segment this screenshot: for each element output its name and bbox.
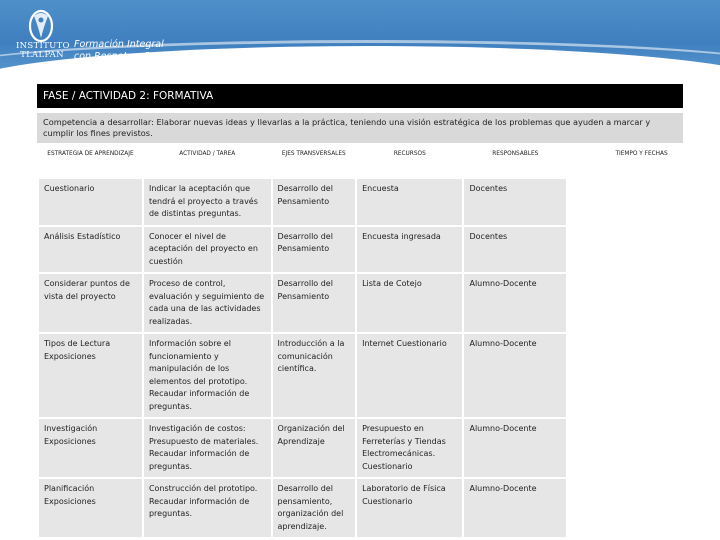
header-actividad: ACTIVIDAD / TAREA xyxy=(144,147,271,177)
table-row xyxy=(39,479,715,537)
cell-actividad: Indicar la aceptación que tendrá el proyecto a través de distintas preguntas. xyxy=(144,179,271,225)
cell-ejes: Desarrollo del Pensamiento xyxy=(273,274,356,332)
cell-responsables: Alumno-Docente xyxy=(464,479,566,537)
activities-table xyxy=(37,145,717,539)
header-ejes: EJES TRANSVERSALES xyxy=(273,147,356,177)
cell-actividad: Información sobre el funcionamiento y manipulación de los elementos del prototipo. Recaudar información de preguntas. xyxy=(144,334,271,417)
table-header-row xyxy=(39,147,715,177)
cell-actividad: Conocer el nivel de aceptación del proyecto en cuestión xyxy=(144,227,271,273)
cell-recursos: Encuesta ingresada xyxy=(357,227,462,273)
cell-actividad: Proceso de control, evaluación y seguimiento de cada una de las actividades realizadas. xyxy=(144,274,271,332)
cell-estrategia: Planificación Exposiciones xyxy=(39,479,142,537)
competencia-text: Competencia a desarrollar: Elaborar nuevas ideas y llevarlas a la práctica, teniendo una visión estratégica de los problemas que ayuden a marcar y cumplir los fines previstos. xyxy=(37,113,683,143)
cell-responsables: Alumno-Docente xyxy=(464,419,566,477)
cell-responsables: Docentes xyxy=(464,227,566,273)
header-estrategia: ESTRATEGIA DE APRENDIZAJE xyxy=(39,147,142,177)
cell-estrategia: Considerar puntos de vista del proyecto xyxy=(39,274,142,332)
cell-ejes: Desarrollo del Pensamiento xyxy=(273,179,356,225)
table-row xyxy=(39,179,715,225)
cell-tiempo xyxy=(568,479,715,537)
table-row xyxy=(39,334,715,417)
cell-estrategia: Cuestionario xyxy=(39,179,142,225)
cell-actividad: Construcción del prototipo. Recaudar información de preguntas. xyxy=(144,479,271,537)
cell-tiempo xyxy=(568,334,715,417)
cell-responsables: Docentes xyxy=(464,179,566,225)
cell-ejes: Introducción a la comunicación científica. xyxy=(273,334,356,417)
logo-line-1: INSTITUTO xyxy=(16,41,70,51)
cell-responsables: Alumno-Docente xyxy=(464,274,566,332)
cell-actividad: Investigación de costos: Presupuesto de materiales. Recaudar información de preguntas. xyxy=(144,419,271,477)
header-recursos: RECURSOS xyxy=(357,147,462,177)
cell-ejes: Organización del Aprendizaje xyxy=(273,419,356,477)
header-banner xyxy=(0,0,720,78)
cell-tiempo xyxy=(568,227,715,273)
cell-ejes: Desarrollo del Pensamiento xyxy=(273,227,356,273)
cell-recursos: Laboratorio de Física Cuestionario xyxy=(357,479,462,537)
table-row xyxy=(39,227,715,273)
cell-recursos: Encuesta xyxy=(357,179,462,225)
cell-estrategia: Investigación Exposiciones xyxy=(39,419,142,477)
cell-recursos: Internet Cuestionario xyxy=(357,334,462,417)
table-row xyxy=(39,419,715,477)
cell-tiempo xyxy=(568,419,715,477)
logo-text xyxy=(16,42,68,60)
logo-line-2: TLALPAN xyxy=(20,50,64,60)
tagline-line-1: Formación Integral xyxy=(74,39,164,50)
cell-responsables: Alumno-Docente xyxy=(464,334,566,417)
cell-tiempo xyxy=(568,274,715,332)
cell-recursos: Presupuesto en Ferreterías y Tiendas Electromecánicas. Cuestionario xyxy=(357,419,462,477)
header-tiempo: TIEMPO Y FECHAS xyxy=(568,147,715,177)
header-responsables: RESPONSABLES xyxy=(464,147,566,177)
cell-ejes: Desarrollo del pensamiento, organización del aprendizaje. xyxy=(273,479,356,537)
cell-estrategia: Tipos de Lectura Exposiciones xyxy=(39,334,142,417)
cell-recursos: Lista de Cotejo xyxy=(357,274,462,332)
table-row xyxy=(39,274,715,332)
tagline xyxy=(74,39,221,63)
cell-estrategia: Análisis Estadístico xyxy=(39,227,142,273)
page-title: FASE / ACTIVIDAD 2: FORMATIVA xyxy=(37,84,683,108)
cell-tiempo xyxy=(568,179,715,225)
tagline-line-2: con Respeto y Reconocimiento xyxy=(74,51,222,62)
